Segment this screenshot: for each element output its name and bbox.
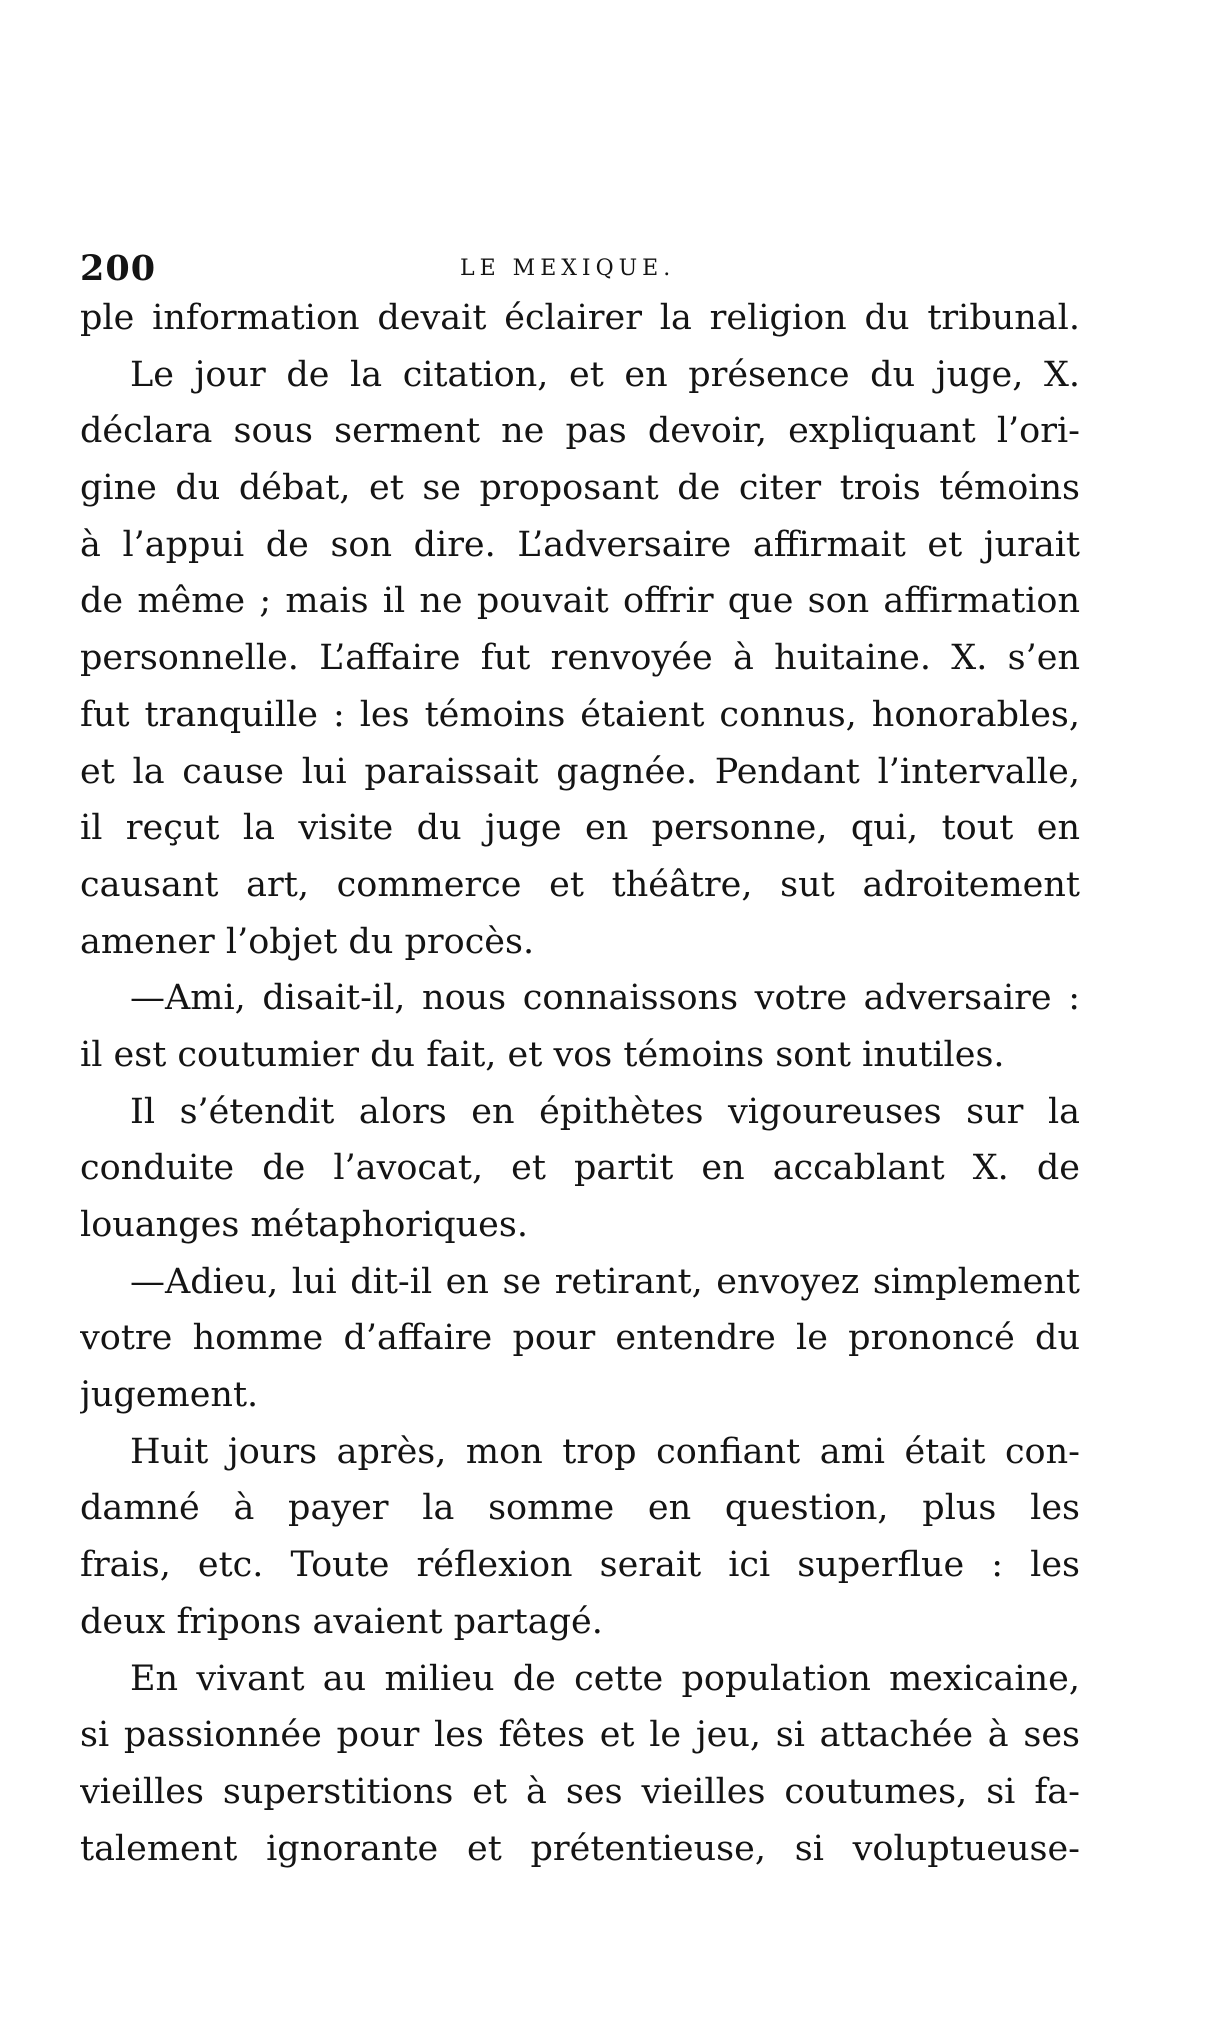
- text-line: déclara sous serment ne pas devoir, expliquant l’ori-: [80, 411, 1080, 452]
- text-line: si passionnée pour les fêtes et le jeu, si attachée à ses: [80, 1715, 1080, 1756]
- text-line: personnelle. L’affaire fut renvoyée à huitaine. X. s’en: [80, 638, 1080, 679]
- text-line: —Adieu, lui dit-il en se retirant, envoyez simplement: [130, 1261, 1080, 1302]
- text-line: frais, etc. Toute réflexion serait ici superflue : les: [80, 1545, 1080, 1586]
- text-line: de même ; mais il ne pouvait offrir que son affirmation: [80, 581, 1080, 622]
- text-line: Le jour de la citation, et en présence du juge, X.: [130, 354, 1080, 395]
- text-line: et la cause lui paraissait gagnée. Pendant l’intervalle,: [80, 751, 1080, 792]
- text-line: louanges métaphoriques.: [80, 1205, 528, 1245]
- text-line: il est coutumier du fait, et vos témoins sont inutiles.: [80, 1034, 1005, 1075]
- page-number: 200: [80, 248, 157, 289]
- text-line: Il s’étendit alors en épithètes vigoureuses sur la: [130, 1091, 1080, 1132]
- body-text: [80, 290, 1080, 1877]
- text-line: il reçut la visite du juge en personne, qui, tout en: [80, 808, 1080, 849]
- text-line: votre homme d’affaire pour entendre le prononcé du: [80, 1318, 1080, 1359]
- text-line: jugement.: [80, 1375, 259, 1416]
- text-line: conduite de l’avocat, et partit en accablant X. de: [80, 1148, 1080, 1189]
- text-line: En vivant au milieu de cette population mexicaine,: [130, 1658, 1080, 1699]
- text-line: ple information devait éclairer la religion du tribunal.: [80, 298, 1080, 338]
- text-line: vieilles superstitions et à ses vieilles coutumes, si fa-: [80, 1771, 1080, 1812]
- text-line: talement ignorante et prétentieuse, si voluptueuse-: [80, 1828, 1080, 1869]
- text-line: à l’appui de son dire. L’adversaire affirmait et jurait: [80, 524, 1080, 565]
- text-line: —Ami, disait-il, nous connaissons votre adversaire :: [130, 978, 1080, 1019]
- text-line: gine du débat, et se proposant de citer trois témoins: [80, 468, 1080, 509]
- text-line: Huit jours après, mon trop confiant ami était con-: [130, 1431, 1080, 1472]
- text-line: fut tranquille : les témoins étaient connus, honorables,: [80, 694, 1080, 735]
- text-line: causant art, commerce et théâtre, sut adroitement: [80, 864, 1080, 905]
- text-line: deux fripons avaient partagé.: [80, 1601, 603, 1642]
- text-line: damné à payer la somme en question, plus les: [80, 1488, 1080, 1529]
- text-line: amener l’objet du procès.: [80, 921, 535, 962]
- running-head: LE MEXIQUE.: [460, 256, 676, 281]
- page-header: [80, 248, 1080, 288]
